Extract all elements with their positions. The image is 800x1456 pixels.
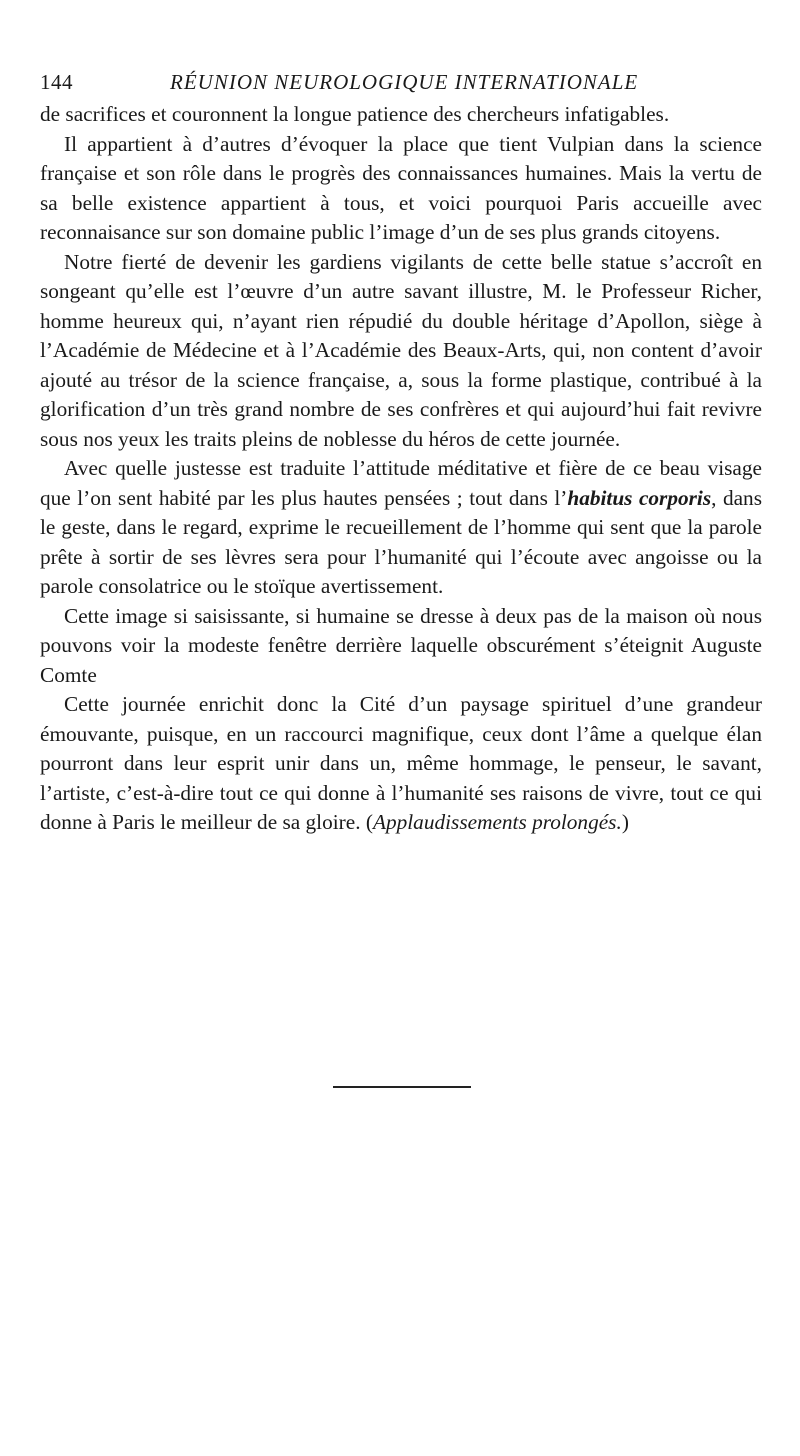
text-segment: Cette image si saisissante, si humaine se dresse à deux pas de la maison où nous pouvons voir la modeste fenêtre derrière laquelle obscurément s’éteignit Auguste Comte [40,603,762,687]
text-segment: Applaudissements prolongés. [372,810,622,834]
text-segment: ) [621,810,629,834]
text-segment: de sacrifices et couronnent la longue patience des chercheurs infatigables. [40,102,670,126]
text-segment: habitus corporis [567,485,712,510]
paragraph [40,690,762,838]
paragraph [40,454,762,602]
text-segment: , dans le geste, dans le regard, exprime le recueillement de l’homme qui sent que la parole prête à sortir de ses lèvres sera pour l’humanité qui l’écoute avec angoisse ou la parole consolatrice ou le stoïque avertissement. [40,485,762,598]
paragraph [40,248,762,455]
text-segment: Il appartient à d’autres d’évoquer la place que tient Vulpian dans la science française et son rôle dans le progrès des connaissances humaines. Mais la vertu de sa belle existence appartient à tous, et voici pourquoi Paris accueille avec reconnaisance sur son domaine public l’image d’un de ses plus grands citoyens. [40,131,762,244]
running-title: RÉUNION NEUROLOGIQUE INTERNATIONALE [170,70,639,94]
body-text [40,100,762,838]
paragraph [40,130,762,248]
page-number: 144 [40,70,73,94]
paragraph [40,602,762,691]
paragraph [40,100,762,130]
text-segment: Cette journée enrichit donc la Cité d’un paysage spirituel d’une grandeur émouvante, puisque, en un raccourci magnifique, ceux dont l’âme a quelque élan pourront dans leur esprit unir dans un, même hommage, le penseur, le savant, l’artiste, c’est-à-dire tout ce qui donne à l’humanité ses raisons de vivre, tout ce qui donne à Paris le meilleur de sa gloire. ( [40,692,762,834]
running-head [40,66,762,100]
text-segment: Avec quelle justesse est traduite l’attitude méditative et fière de ce beau visage que l’on sent habité par les plus hautes pensées ; tout dans l’ [40,456,762,510]
page [40,66,762,838]
separator-rule [333,1086,471,1088]
text-segment: Notre fierté de devenir les gardiens vigilants de cette belle statue s’accroît en songeant qu’elle est l’œuvre d’un autre savant illustre, M. le Professeur Richer, homme heureux qui, n’ayant rien répudié du double héritage d’Apollon, siège à l’Académie de Médecine et à l’Académie des Beaux-Arts, qui, non content d’avoir ajouté au trésor de la science française, a, sous la forme plastique, contribué à la glorification d’un très grand nombre de ses confrères et qui aujourd’hui fait revivre sous nos yeux les traits pleins de noblesse du héros de cette journée. [40,249,762,451]
